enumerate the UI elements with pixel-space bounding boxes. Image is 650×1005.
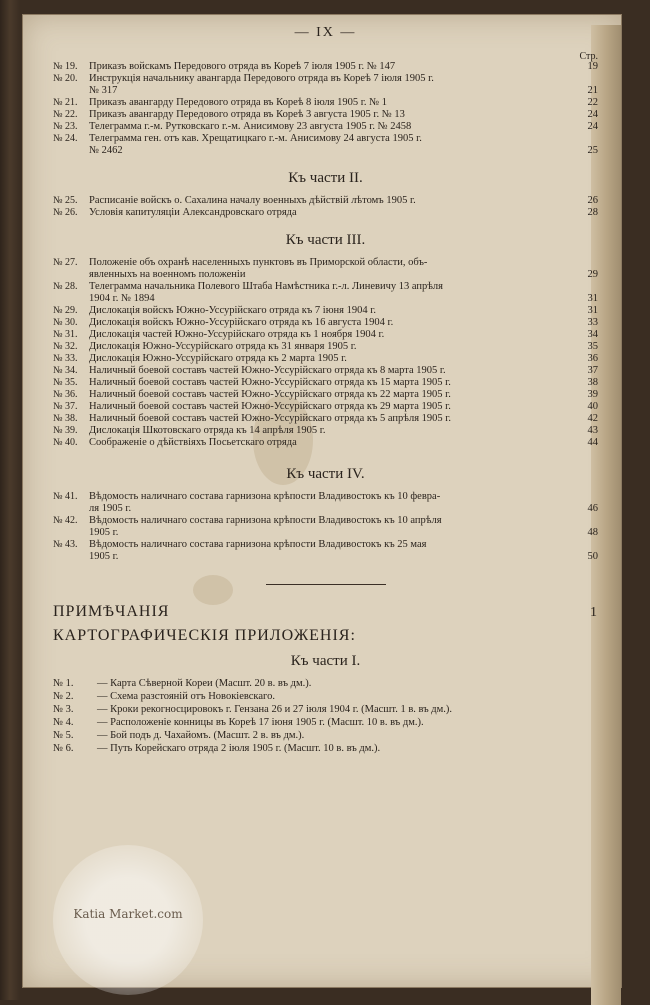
map-entry <box>53 678 598 690</box>
map-entry <box>53 730 598 742</box>
entry-number: № 40. <box>53 437 78 448</box>
entry-page: 38 <box>587 377 598 388</box>
entry-page: 44 <box>587 437 598 448</box>
entry-title: Вѣдомость наличнаго состава гарнизона крѣпости Владивостокъ къ 10 апрѣля <box>89 515 442 526</box>
toc-entry <box>53 503 598 514</box>
toc-entry <box>53 401 598 412</box>
entry-title: ля 1905 г. <box>89 503 132 514</box>
entry-page: 31 <box>587 293 598 304</box>
entry-page: 36 <box>587 353 598 364</box>
entry-title: 1905 г. <box>89 527 119 538</box>
entry-title: Вѣдомость наличнаго состава гарнизона крѣпости Владивостокъ къ 10 февра- <box>89 491 441 502</box>
toc-entry <box>53 425 598 436</box>
notes-heading: ПРИМѢЧАНІЯ <box>53 603 170 620</box>
entry-title: № 2462 <box>89 145 123 156</box>
watermark-seal <box>53 845 203 995</box>
entry-number: № 36. <box>53 389 78 400</box>
toc-entry <box>53 491 598 502</box>
toc-entry <box>53 257 598 268</box>
toc-entry <box>53 539 598 550</box>
entry-page: 50 <box>587 551 598 562</box>
map-entry <box>53 704 598 716</box>
toc-entry <box>53 413 598 424</box>
entry-page: 43 <box>587 425 598 436</box>
entry-page: 46 <box>587 503 598 514</box>
map-number: № 3. <box>53 704 74 715</box>
entry-title: Соображеніе о дѣйствіяхъ Посьетскаго отряда <box>89 437 297 448</box>
entry-page: 29 <box>587 269 598 280</box>
entry-title: Наличный боевой составъ частей Южно-Уссурійскаго отряда къ 29 марта 1905 г. <box>89 401 451 412</box>
toc-entry <box>53 121 598 132</box>
part4-title: Къ части IV. <box>286 466 365 482</box>
part2-title: Къ части II. <box>288 170 363 186</box>
table-of-contents <box>53 25 598 756</box>
toc-entry <box>53 61 598 72</box>
entry-title: № 317 <box>89 85 118 96</box>
entry-title: Дислокація Южно-Уссурійскаго отряда къ 31 января 1905 г. <box>89 341 357 352</box>
entry-title: Наличный боевой составъ частей Южно-Уссурійскаго отряда къ 22 марта 1905 г. <box>89 389 451 400</box>
entry-number: № 31. <box>53 329 78 340</box>
document-page <box>22 14 622 988</box>
notes-page: 1 <box>590 605 598 620</box>
entry-number: № 19. <box>53 61 78 72</box>
entry-page: 24 <box>587 121 598 132</box>
toc-entry <box>53 73 598 84</box>
entry-title: Дислокація Шкотовскаго отряда къ 14 апрѣля 1905 г. <box>89 425 326 436</box>
map-entry <box>53 691 598 703</box>
entry-page: 24 <box>587 109 598 120</box>
entry-page: 34 <box>587 329 598 340</box>
entry-page: 48 <box>587 527 598 538</box>
maps-heading: КАРТОГРАФИЧЕСКІЯ ПРИЛОЖЕНІЯ: <box>53 627 356 644</box>
entry-page: 33 <box>587 317 598 328</box>
entry-number: № 22. <box>53 109 78 120</box>
page-column-label: Стр. <box>579 51 598 62</box>
entry-page: 26 <box>587 195 598 206</box>
map-title: — Кроки рекогносцировокъ г. Гензана 26 и 27 іюля 1904 г. (Масшт. 1 в. въ дм.). <box>97 704 453 715</box>
entry-page: 31 <box>587 305 598 316</box>
part2-entry-list <box>53 195 598 218</box>
toc-entry <box>53 281 598 292</box>
entry-number: № 24. <box>53 133 78 144</box>
toc-entry <box>53 85 598 96</box>
entry-number: № 27. <box>53 257 78 268</box>
toc-entry <box>53 551 598 562</box>
map-title: — Бой подъ д. Чахайомъ. (Масшт. 2 в. въ дм.). <box>97 730 305 741</box>
toc-entry <box>53 377 598 388</box>
entry-number: № 37. <box>53 401 78 412</box>
map-number: № 6. <box>53 743 74 754</box>
entry-title: 1905 г. <box>89 551 119 562</box>
toc-entry <box>53 353 598 364</box>
entry-title: Вѣдомость наличнаго состава гарнизона крѣпости Владивостокъ къ 25 мая <box>89 539 427 550</box>
toc-entry <box>53 365 598 376</box>
map-title: — Схема разстояній отъ Новокіевскаго. <box>97 691 275 702</box>
entry-number: № 34. <box>53 365 78 376</box>
toc-entry <box>53 515 598 526</box>
entry-number: № 41. <box>53 491 78 502</box>
map-entry <box>53 717 598 729</box>
notes-heading-row <box>53 603 598 621</box>
entry-number: № 39. <box>53 425 78 436</box>
entry-title: Приказъ авангарду Передового отряда въ Корeѣ 8 іюля 1905 г. № 1 <box>89 97 388 108</box>
entry-number: № 33. <box>53 353 78 364</box>
entry-title: Инструкція начальнику авангарда Передового отряда въ Корeѣ 7 іюля 1905 г. <box>89 73 434 84</box>
toc-entry <box>53 341 598 352</box>
part4-entry-list <box>53 491 598 562</box>
toc-entry <box>53 133 598 144</box>
entry-title: 1904 г. № 1894 <box>89 293 155 304</box>
toc-entry <box>53 293 598 304</box>
map-number: № 5. <box>53 730 74 741</box>
entry-number: № 43. <box>53 539 78 550</box>
entry-page: 19 <box>587 61 598 72</box>
entry-title: Телеграмма начальника Полевого Штаба Намѣстника г.-л. Линевичу 13 апрѣля <box>89 281 444 292</box>
part3-title: Къ части III. <box>285 232 366 248</box>
map-number: № 4. <box>53 717 74 728</box>
entry-page: 25 <box>587 145 598 156</box>
toc-entry <box>53 269 598 280</box>
entry-title: Дислокація войскъ Южно-Уссурійскаго отряда къ 7 іюня 1904 г. <box>89 305 376 316</box>
entry-number: № 23. <box>53 121 78 132</box>
entry-title: Дислокація Южно-Уссурійскаго отряда къ 2 марта 1905 г. <box>89 353 347 364</box>
entry-page: 42 <box>587 413 598 424</box>
map-entry <box>53 743 598 755</box>
toc-entry <box>53 97 598 108</box>
entry-number: № 32. <box>53 341 78 352</box>
entry-page: 21 <box>587 85 598 96</box>
entry-number: № 30. <box>53 317 78 328</box>
entry-title: явленныхъ на военномъ положеніи <box>89 269 246 280</box>
entry-page: 37 <box>587 365 598 376</box>
entry-title: Дислокація войскъ Южно-Уссурійскаго отряда къ 16 августа 1904 г. <box>89 317 394 328</box>
entry-number: № 20. <box>53 73 78 84</box>
entry-number: № 42. <box>53 515 78 526</box>
toc-entry <box>53 317 598 328</box>
entry-title: Телеграмма г.-м. Рутковскаго г.-м. Анисимову 23 августа 1905 г. № 2458 <box>89 121 412 132</box>
entry-number: № 29. <box>53 305 78 316</box>
entry-number: № 35. <box>53 377 78 388</box>
entry-number: № 26. <box>53 207 78 218</box>
entry-number: № 25. <box>53 195 78 206</box>
entry-title: Наличный боевой составъ частей Южно-Уссурійскаго отряда къ 8 марта 1905 г. <box>89 365 446 376</box>
toc-entry <box>53 305 598 316</box>
page-number: — IX — <box>294 25 357 40</box>
watermark-text: Katia Market.com <box>73 907 183 921</box>
entry-page: 22 <box>587 97 598 108</box>
entry-title: Наличный боевой составъ частей Южно-Уссурійскаго отряда къ 15 марта 1905 г. <box>89 377 451 388</box>
section-divider <box>266 584 386 585</box>
toc-entry <box>53 145 598 156</box>
map-entry-list <box>53 678 598 755</box>
map-title: — Путь Корейскаго отряда 2 іюля 1905 г. (Масшт. 10 в. въ дм.). <box>97 743 381 754</box>
toc-entry <box>53 389 598 400</box>
entry-title: Наличный боевой составъ частей Южно-Уссурійскаго отряда къ 5 апрѣля 1905 г. <box>89 413 452 424</box>
toc-entry <box>53 195 598 206</box>
toc-entry <box>53 207 598 218</box>
entry-title: Дислокація частей Южно-Уссурійскаго отряда къ 1 ноября 1904 г. <box>89 329 385 340</box>
entry-page: 40 <box>587 401 598 412</box>
map-title: — Карта Сѣверной Кореи (Масшт. 20 в. въ дм.). <box>97 678 312 689</box>
entry-number: № 28. <box>53 281 78 292</box>
entry-page: 35 <box>587 341 598 352</box>
toc-entry <box>53 109 598 120</box>
part1-entry-list <box>53 61 598 156</box>
toc-entry <box>53 527 598 538</box>
toc-entry <box>53 437 598 448</box>
part3-entry-list <box>53 257 598 448</box>
entry-title: Условія капитуляціи Александровскаго отряда <box>89 207 297 218</box>
entry-page: 39 <box>587 389 598 400</box>
toc-entry <box>53 329 598 340</box>
entry-title: Приказъ войскамъ Передового отряда въ Корeѣ 7 іюля 1905 г. № 147 <box>89 61 396 72</box>
entry-title: Приказъ авангарду Передового отряда въ Корeѣ 3 августа 1905 г. № 13 <box>89 109 405 120</box>
entry-number: № 21. <box>53 97 78 108</box>
maps-part1-title: Къ части I. <box>290 653 361 669</box>
entry-title: Положеніе объ охранѣ населенныхъ пунктовъ въ Приморской области, объ- <box>89 257 428 268</box>
entry-page: 28 <box>587 207 598 218</box>
map-title: — Расположеніе конницы въ Кореѣ 17 іюня 1905 г. (Масшт. 10 в. въ дм.). <box>97 717 424 728</box>
map-number: № 1. <box>53 678 74 689</box>
map-number: № 2. <box>53 691 74 702</box>
entry-title: Телеграмма ген. отъ кав. Хрещатицкаго г.-м. Анисимову 24 августа 1905 г. <box>89 133 422 144</box>
entry-number: № 38. <box>53 413 78 424</box>
entry-title: Расписаніе войскъ о. Сахалина началу военныхъ дѣйствій лѣтомъ 1905 г. <box>89 195 416 206</box>
